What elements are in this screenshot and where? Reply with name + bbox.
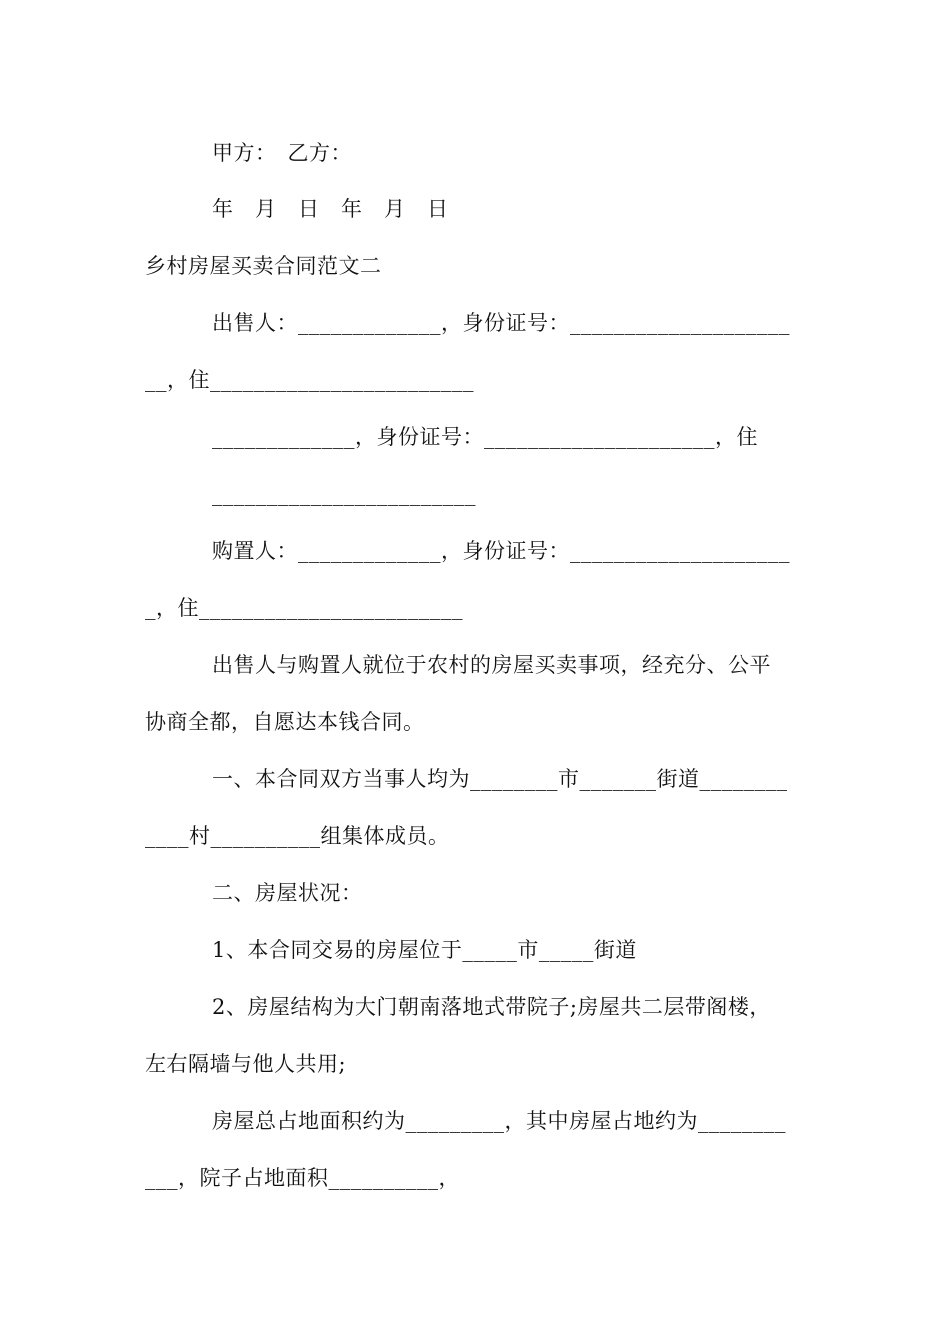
- clause-2-item-2-line-1: 2、房屋结构为大门朝南落地式带院子;房屋共二层带阁楼，: [212, 995, 771, 1019]
- area-line-2: ___，院子占地面积__________，: [145, 1166, 460, 1190]
- seller-address-line: __，住________________________: [145, 368, 474, 392]
- area-line-1: 房屋总占地面积约为_________，其中房屋占地约为________: [212, 1109, 786, 1133]
- second-seller-line: _____________，身份证号：_____________________，住: [212, 425, 758, 449]
- paragraph-intro-line-2: 协商全都，自愿达本钱合同。: [145, 710, 425, 734]
- signature-date-line: 年 月 日 年 月 日: [212, 197, 449, 221]
- clause-1-line-1: 一、本合同双方当事人均为________市_______街道________: [212, 767, 788, 791]
- buyer-line: 购置人：_____________，身份证号：____________________: [212, 539, 790, 563]
- seller-line: 出售人：_____________，身份证号：____________________: [212, 311, 790, 335]
- clause-2-heading: 二、房屋状况：: [212, 881, 363, 905]
- second-seller-address-line: ________________________: [212, 482, 476, 506]
- paragraph-intro-line-1: 出售人与购置人就位于农村的房屋买卖事项，经充分、公平: [212, 653, 771, 677]
- signature-parties-line: 甲方： 乙方：: [212, 141, 352, 165]
- section-heading: 乡村房屋买卖合同范文二: [145, 254, 382, 278]
- clause-2-item-1: 1、本合同交易的房屋位于_____市_____街道: [212, 938, 637, 962]
- clause-2-item-2-line-2: 左右隔墙与他人共用;: [145, 1052, 347, 1076]
- buyer-address-line: _，住________________________: [145, 596, 463, 620]
- clause-1-line-2: ____村__________组集体成员。: [145, 824, 450, 848]
